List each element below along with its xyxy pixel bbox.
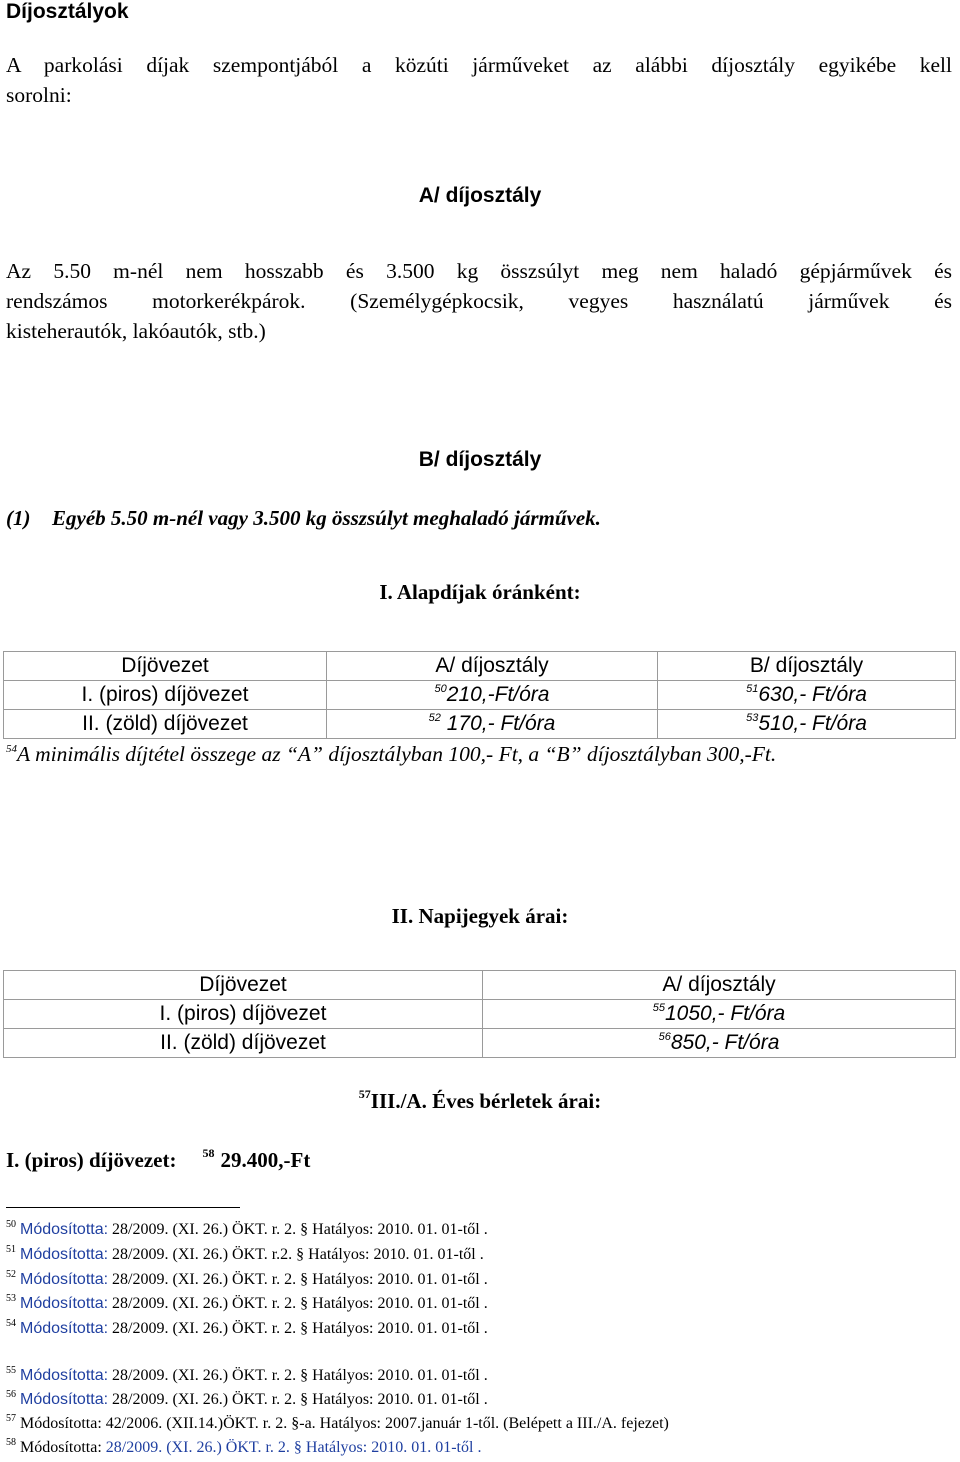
footnote-number: 57 (6, 1413, 16, 1424)
header-zone: Díjövezet (4, 971, 483, 1000)
footnote-55 (6, 1366, 488, 1386)
footnote-ref: 54 (6, 743, 17, 755)
intro-line-1: A parkolási díjak szempontjából a közúti járműveket az alábbi díjosztály egyikébe kell (6, 53, 952, 77)
footnote-link[interactable]: Módosította: (20, 1221, 109, 1238)
footnote-ref: 50 (434, 683, 447, 695)
fee-value: 510,- Ft/óra (758, 712, 867, 735)
footnote-ref: 52 (428, 712, 441, 724)
footnote-58 (6, 1438, 481, 1458)
zone-cell: I. (piros) díjövezet (4, 681, 327, 710)
footnote-ref: 58 (202, 1146, 215, 1160)
fee-value: 170,- Ft/óra (440, 712, 556, 735)
footnote-number: 52 (6, 1269, 16, 1280)
footnote-text: 28/2009. (XI. 26.) ÖKT. r. 2. § Hatályos: 2010. 01. 01-től . (108, 1295, 488, 1312)
footnote-50 (6, 1220, 488, 1240)
class-a-line-2: rendszámos motorkerékpárok. (Személygépkocsik, vegyes használatú járművek és (6, 289, 952, 313)
header-class-a: A/ díjosztály (327, 652, 658, 681)
fee-value: 210,-Ft/óra (446, 683, 550, 706)
page-title: Díjosztályok (6, 0, 129, 23)
table-row (4, 681, 956, 710)
class-b-heading: B/ díjosztály (418, 448, 542, 471)
fee-cell (327, 681, 658, 710)
footnote-52 (6, 1270, 488, 1290)
footnote-link[interactable]: Módosította: (20, 1295, 109, 1312)
zone-cell: I. (piros) díjövezet (4, 1000, 483, 1029)
footnote-ref: 57 (358, 1087, 371, 1101)
class-a-line-3: kisteherautók, lakóautók, stb.) (6, 319, 266, 343)
footnote-54 (6, 1319, 488, 1339)
annual-pass-zone: I. (piros) díjövezet: (6, 1148, 177, 1172)
footnote-text: 28/2009. (XI. 26.) ÖKT. r. 2. § Hatályos: 2010. 01. 01-től . (108, 1271, 488, 1288)
fee-value: 630,- Ft/óra (758, 683, 867, 706)
footnote-link[interactable]: Módosította: (20, 1367, 109, 1384)
annual-pass-line (6, 1148, 310, 1173)
footnote-link[interactable]: Módosította: (20, 1246, 109, 1263)
table-header-row (4, 652, 956, 681)
footnote-ref: 51 (746, 683, 759, 695)
hourly-fee-table (3, 651, 956, 739)
footnote-51 (6, 1245, 484, 1265)
class-a-line-1: Az 5.50 m-nél nem hosszabb és 3.500 kg összsúlyt meg nem haladó gépjárművek és (6, 259, 952, 283)
footnote-number: 50 (6, 1219, 16, 1230)
daily-ticket-table (3, 970, 956, 1058)
fee-cell (483, 1029, 956, 1058)
annual-pass-price: 29.400,-Ft (220, 1148, 311, 1172)
footnote-number: 55 (6, 1365, 16, 1376)
minimum-fee-note (6, 742, 776, 767)
footnote-link[interactable]: Módosította: (20, 1320, 109, 1337)
section-2-heading: II. Napijegyek árai: (391, 904, 569, 928)
fee-cell (483, 1000, 956, 1029)
fee-value: 1050,- Ft/óra (665, 1002, 786, 1025)
fee-cell (327, 710, 658, 739)
footnote-ref: 53 (746, 712, 759, 724)
footnote-number: 53 (6, 1293, 16, 1304)
class-b-description: Egyéb 5.50 m-nél vagy 3.500 kg összsúlyt meghaladó járművek. (52, 506, 601, 530)
section-3-title: III./A. Éves bérletek árai: (370, 1089, 602, 1113)
zone-cell: II. (zöld) díjövezet (4, 1029, 483, 1058)
table-row (4, 1000, 956, 1029)
table-row (4, 1029, 956, 1058)
header-zone: Díjövezet (4, 652, 327, 681)
footnote-text: 28/2009. (XI. 26.) ÖKT. r. 2. § Hatályos: 2010. 01. 01-től . (108, 1320, 488, 1337)
footnote-prefix: Módosította: (16, 1415, 102, 1432)
footnote-number: 51 (6, 1244, 16, 1255)
footnote-number: 54 (6, 1318, 16, 1329)
footnote-link[interactable]: Módosította: (20, 1271, 109, 1288)
footnote-text: 28/2009. (XI. 26.) ÖKT. r. 2. § Hatályos: 2010. 01. 01-től . (108, 1391, 488, 1408)
intro-line-2: sorolni: (6, 83, 72, 107)
section-3-heading (0, 1089, 960, 1114)
footnote-text: 42/2006. (XII.14.)ÖKT. r. 2. §-a. Hatályos: 2007.január 1-től. (Belépett a III./A. fejezet) (101, 1415, 669, 1432)
class-b-number: (1) (6, 506, 31, 530)
class-a-heading: A/ díjosztály (418, 184, 542, 207)
footnote-link[interactable]: Módosította: (20, 1391, 109, 1408)
footnote-57 (6, 1414, 669, 1434)
footnote-text: 28/2009. (XI. 26.) ÖKT. r.2. § Hatályos: 2010. 01. 01-től . (108, 1246, 484, 1263)
minimum-fee-text: A minimális díjtétel összege az “A” díjosztályban 100,- Ft, a “B” díjosztályban 300,-Ft. (17, 742, 777, 766)
table-header-row (4, 971, 956, 1000)
footnote-text: 28/2009. (XI. 26.) ÖKT. r. 2. § Hatályos: 2010. 01. 01-től . (108, 1367, 488, 1384)
footnote-number: 58 (6, 1437, 16, 1448)
footnote-ref: 56 (658, 1031, 671, 1043)
footnote-separator (6, 1207, 240, 1208)
footnote-ref: 55 (652, 1002, 665, 1014)
fee-cell (658, 681, 956, 710)
footnote-number: 56 (6, 1389, 16, 1400)
fee-value: 850,- Ft/óra (670, 1031, 780, 1054)
section-1-heading: I. Alapdíjak óránként: (379, 580, 581, 604)
table-row (4, 710, 956, 739)
zone-cell: II. (zöld) díjövezet (4, 710, 327, 739)
footnote-prefix: Módosította: (16, 1439, 102, 1456)
header-class-a: A/ díjosztály (483, 971, 956, 1000)
footnote-56 (6, 1390, 488, 1410)
footnote-text: 28/2009. (XI. 26.) ÖKT. r. 2. § Hatályos: 2010. 01. 01-től . (108, 1221, 488, 1238)
footnote-text[interactable]: 28/2009. (XI. 26.) ÖKT. r. 2. § Hatályos: 2010. 01. 01-től . (101, 1439, 482, 1456)
header-class-b: B/ díjosztály (658, 652, 956, 681)
footnote-53 (6, 1294, 488, 1314)
fee-cell (658, 710, 956, 739)
